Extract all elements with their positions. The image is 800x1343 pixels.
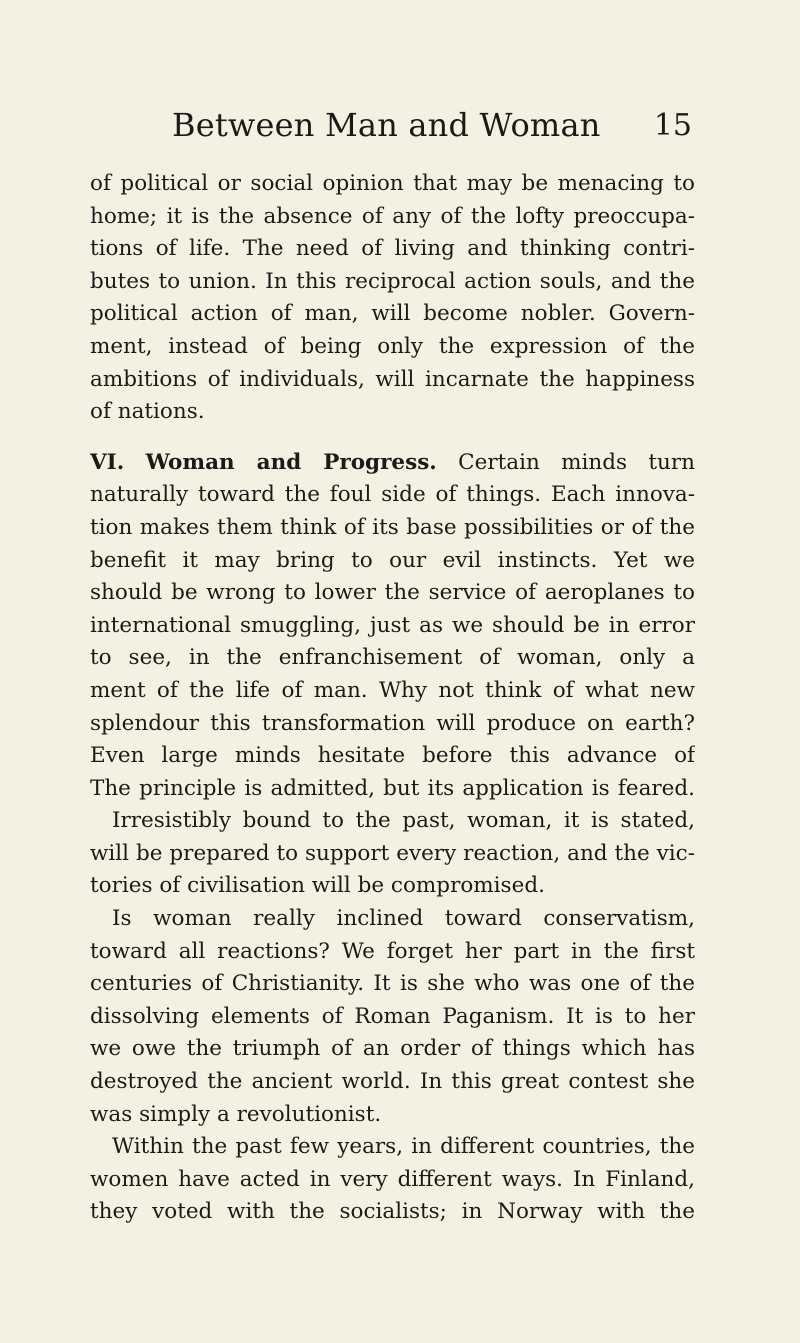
text-line: splendour this transformation will produce on earth? bbox=[90, 710, 695, 736]
text-line: of political or social opinion that may be menacing to bbox=[90, 171, 695, 196]
section-vi bbox=[90, 447, 695, 806]
section-number: VI. bbox=[90, 449, 125, 475]
text-line: tions of life. The need of living and thinking contri- bbox=[90, 236, 695, 262]
text-line: they voted with the socialists; in Norway with the bbox=[90, 1199, 695, 1225]
paragraph-4 bbox=[90, 903, 695, 1131]
text-line: The principle is admitted, but its application is feared. bbox=[90, 775, 695, 801]
page-number: 15 bbox=[653, 108, 692, 143]
text-line: ment, instead of being only the expression of the bbox=[90, 333, 695, 359]
text-line: will be prepared to support every reaction, and the vic- bbox=[90, 840, 695, 866]
text-line: ambitions of individuals, will incarnate the happiness bbox=[90, 366, 695, 392]
paragraph-5 bbox=[90, 1131, 695, 1229]
paragraph-3 bbox=[90, 805, 695, 903]
text-line: ment of the life of man. Why not think of what new bbox=[90, 677, 695, 703]
section-first-line-text: Certain minds turn bbox=[458, 449, 695, 475]
text-line: of nations. bbox=[90, 399, 205, 425]
section-gap bbox=[90, 429, 695, 447]
paragraph-1 bbox=[90, 168, 695, 429]
text-line: was simply a revolutionist. bbox=[90, 1101, 382, 1127]
section-heading: Woman and Progress. bbox=[145, 449, 437, 475]
text-line: home; it is the absence of any of the lofty preoccupa- bbox=[90, 203, 695, 229]
body-text bbox=[90, 168, 695, 1229]
section-heading-line bbox=[90, 447, 695, 480]
text-line: Is woman really inclined toward conservatism, bbox=[112, 906, 695, 932]
text-line: naturally toward the foul side of things. Each innova- bbox=[90, 482, 695, 508]
text-line: Even large minds hesitate before this advance of bbox=[90, 743, 695, 769]
text-line: Irresistibly bound to the past, woman, it is stated, bbox=[112, 808, 695, 834]
text-line: dissolving elements of Roman Paganism. It is to her bbox=[90, 1003, 695, 1029]
text-line: benefit it may bring to our evil instincts. Yet we bbox=[90, 547, 695, 573]
text-line: tion makes them think of its base possibilities or of the bbox=[90, 514, 695, 540]
running-title: Between Man and Woman bbox=[172, 106, 601, 144]
text-line: should be wrong to lower the service of aeroplanes to bbox=[90, 580, 695, 606]
text-line: butes to union. In this reciprocal action souls, and the bbox=[90, 268, 695, 294]
text-line: women have acted in very different ways. In Finland, bbox=[90, 1166, 695, 1192]
text-line: international smuggling, just as we should be in error bbox=[90, 612, 695, 638]
text-line: destroyed the ancient world. In this great contest she bbox=[90, 1069, 695, 1095]
text-line: tories of civilisation will be compromised. bbox=[90, 873, 545, 899]
text-line: toward all reactions? We forget her part in the first bbox=[90, 938, 695, 964]
text-line: to see, in the enfranchisement of woman, only a bbox=[90, 645, 695, 671]
page-header bbox=[172, 106, 692, 156]
text-line: we owe the triumph of an order of things which has bbox=[90, 1036, 695, 1062]
text-line: Within the past few years, in different countries, the bbox=[112, 1134, 695, 1160]
text-line: political action of man, will become nobler. Govern- bbox=[90, 301, 695, 327]
text-line: centuries of Christianity. It is she who was one of the bbox=[90, 971, 695, 997]
